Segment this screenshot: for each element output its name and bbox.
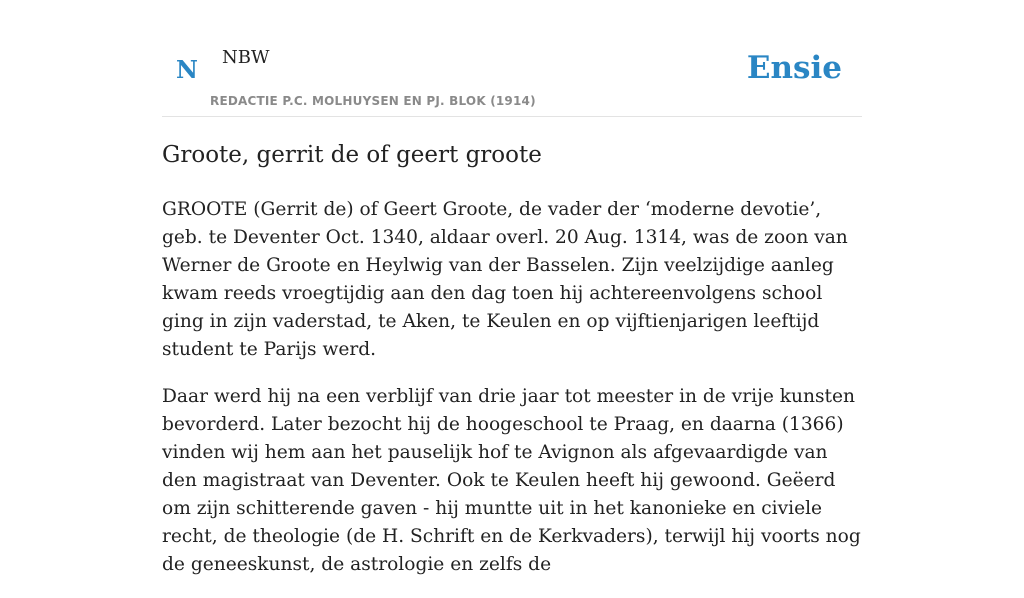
source-header [162,0,862,117]
ensie-brand-link[interactable]: Ensie [746,50,842,86]
page-title: Groote, gerrit de of geert groote [162,142,542,168]
source-editors: REDACTIE P.C. MOLHUYSEN EN PJ. BLOK (1914) [210,94,536,108]
article-paragraph: GROOTE (Gerrit de) of Geert Groote, de vader der ‘moderne devotie’, geb. te Deventer Oct. 1340, aldaar overl. 20 Aug. 1314, was de zoon van Werner de Groote en Heylwig van der Basselen. Zijn veelzijdige aanleg kwam reeds vroegtijdig aan den dag toen hij achtereenvolgens school ging in zijn vaderstad, te Aken, te Keulen en op vijftienjarigen leeftijd student te Parijs werd. [162,199,848,360]
source-abbrev[interactable]: NBW [222,47,270,68]
source-logo-letter: N [176,55,198,84]
article-paragraph: Daar werd hij na een verblijf van drie jaar tot meester in de vrije kunsten bevorderd. Later bezocht hij de hoogeschool te Praag, en daarna (1366) vinden wij hem aan het pauselijk hof te Avignon als afgevaardigde van den magistraat van Deventer. Ook te Keulen heeft hij gewoond. Geëerd om zijn schitterende gaven - hij muntte uit in het kanonieke en civiele recht, de theologie (de H. Schrift en de Kerkvaders), terwijl hij voorts nog de geneeskunst, de astrologie en zelfs de [162,386,861,575]
article [162,138,862,598]
